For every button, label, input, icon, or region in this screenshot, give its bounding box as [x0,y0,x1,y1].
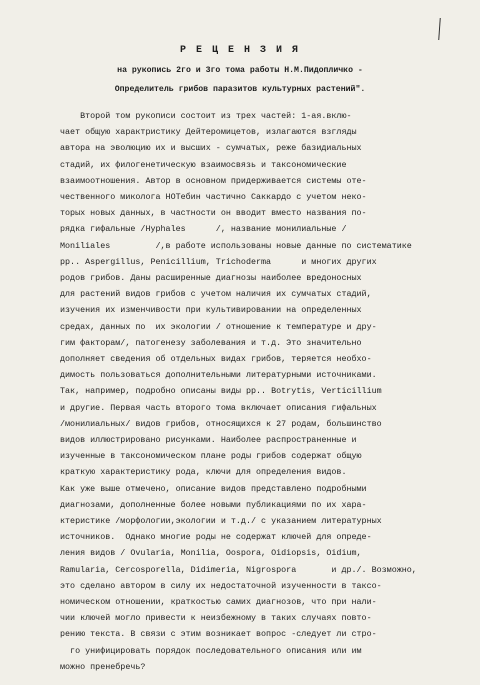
body-line: краткую характеристику рода, ключи для определения видов. [60,467,347,478]
body-line: источников. Однако многие роды не содержат ключей для опреде- [60,532,372,543]
document-subtitle-line-1: на рукопись 2го и 3го тома работы Н.М.Пидопличко - [117,66,363,75]
body-line: димость пользоваться дополнительными литературными источниками. [60,370,377,381]
body-line: средах, данных по их экологии / отношение к температуре и дру- [60,321,377,332]
body-line: Moniliales /,в работе использованы новые данные по систематике [60,240,412,251]
body-line: торых новых данных, в частности он вводит вместо названия по- [60,208,367,219]
body-line: и другие. Первая часть второго тома включает описания гифальных [60,402,377,413]
body-line: чии ключей могло привести к неизбежному в таких случаях повто- [60,613,372,624]
body-line: ктеристике /морфологии,экологии и т.д./ с указанием литературных [60,516,382,526]
body-line: рр.. Aspergillus, Penicillium, Trichoderma и многих других [60,256,377,267]
body-line: дополняет сведения об отдельных видах грибов, теряется необхо- [60,354,372,364]
body-line: го унифицировать порядок последовательного описания или им [60,645,362,656]
body-line: изучения их изменчивости при культивировании на определенных [60,305,362,316]
body-line: Как уже выше отмечено, описание видов представлено подробными [60,483,367,494]
body-line: это сделано автором в силу их недостаточной изученности в таксо- [60,580,382,591]
body-line: родов грибов. Даны расширенные диагнозы наиболее вредоносных [60,273,362,283]
document-title: Р Е Ц Е Н З И Я [179,45,300,56]
body-line: видов иллюстрировано рисунками. Наиболее распространенные и [60,435,357,445]
body-line: взаимоотношения. Автор в основном придерживается системы оте- [60,175,367,186]
body-line: Ramularia, Cercosporella, Didimeria, Nigrospora и др./. Возможно, [60,564,417,575]
body-line: номическом отношении, краткостью самих диагнозов, что при нали- [60,597,377,607]
body-line: для растений видов грибов с учетом наличия их сумчатых стадий, [60,289,372,300]
body-line: Так, например, подробно описаны виды рр.. Botrytis, Verticillium [60,386,382,397]
body-line: ления видов / Ovularia, Monilia, Oospora, Oidiopsis, Oidium, [60,548,362,559]
body-line: рядка гифальные /Hyphales /, название монилиальные / [60,224,347,235]
body-line: можно пренебречь? [60,661,146,672]
body-line: изученные в таксономическом плане роды грибов содержат общую [60,451,362,462]
body-line: чественного миколога НОТебин частично Саккардо с учетом неко- [60,192,367,202]
body-line: чает общую характристику Дейтеромицетов, излагаются взгляды [60,127,357,138]
body-line: рению текста. В связи с этим возникает вопрос -следует ли стро- [60,629,377,640]
document-subtitle-line-2: Определитель грибов паразитов культурных растений". [114,85,366,94]
body-line: автора на эволюцию их и высших - сумчатых, реже базидиальных [60,143,362,154]
pencil-mark [438,18,441,40]
body-line: Второй том рукописи состоит из трех частей: 1-ая.вклю- [60,111,352,121]
body-line: стадий, их филогенетическую взаимосвязь и таксономические [60,159,347,170]
body-line: диагнозами, дополненные более новыми публикациями по их хара- [60,499,367,510]
body-line: /монилиальных/ видов грибов, относящихся к 27 родам, большинство [60,418,382,429]
body-line: гим факторам/, патогенезу заболевания и т.д. Это значительно [60,337,362,348]
